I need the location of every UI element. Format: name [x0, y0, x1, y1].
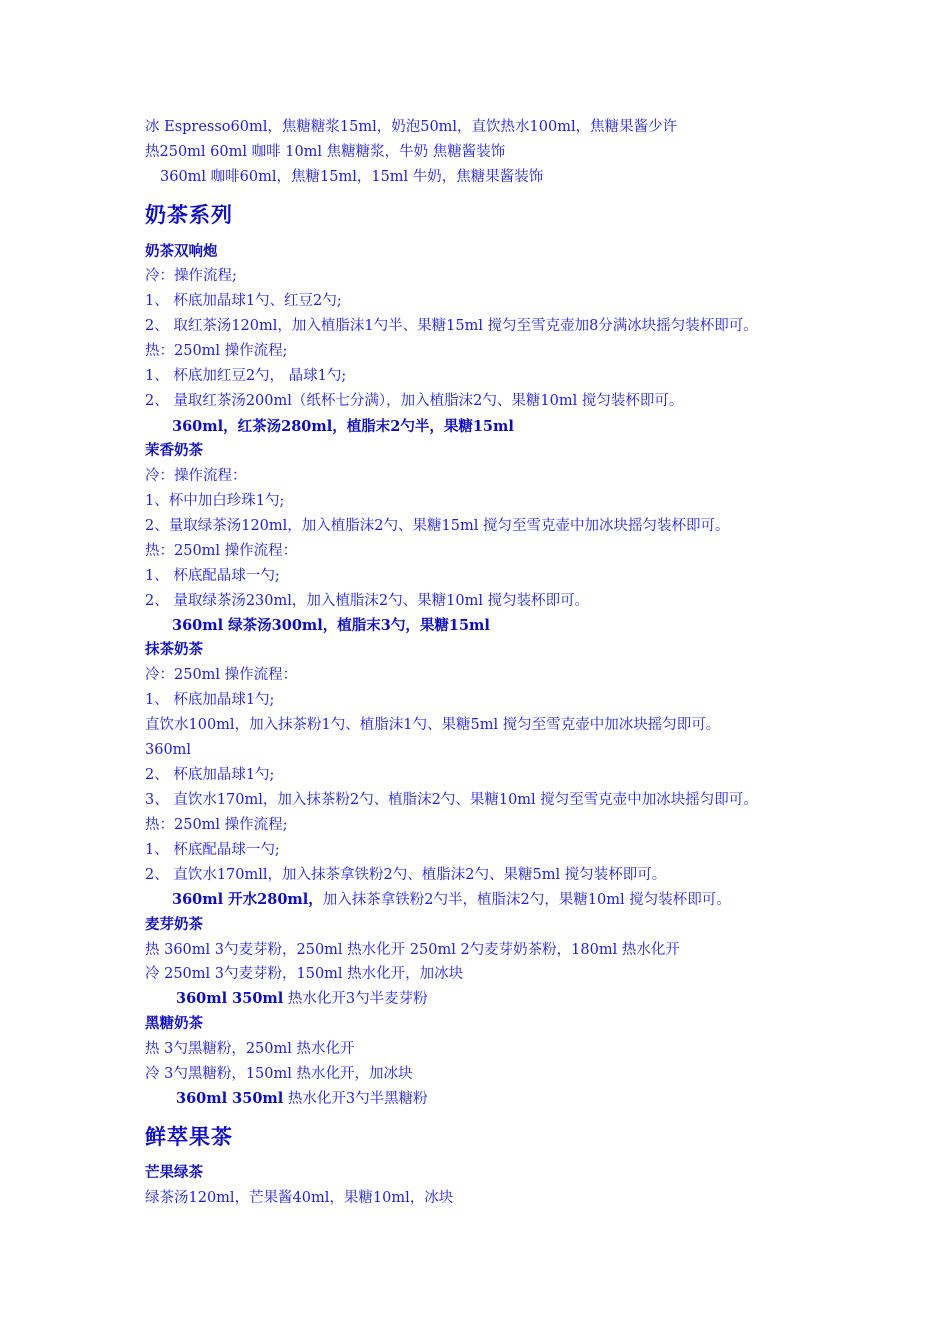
- text-line: 热：250ml 操作流程：: [145, 543, 298, 559]
- text-line: 冷：250ml 操作流程：: [145, 667, 298, 683]
- text-line: 绿茶汤120ml，芒果酱40ml，果糖10ml，冰块: [145, 1190, 454, 1206]
- text-line: 热 360ml 3勺麦芽粉，250ml 热水化开 250ml 2勺麦芽奶茶粉，180ml 热水化开: [145, 942, 680, 958]
- text-line: 1、 杯底配晶球一勺;: [145, 842, 280, 858]
- text-line: 直饮水100ml，加入抹茶粉1勺、植脂沫1勺、果糖5ml 搅匀至雪克壶中加冰块摇匀即可。: [145, 717, 721, 733]
- subsection-heading: 麦芽奶茶: [145, 916, 203, 933]
- text-line: 冷 3勺黑糖粉，150ml 热水化开，加冰块: [145, 1066, 413, 1082]
- text-line: 热：250ml 操作流程;: [145, 343, 288, 359]
- summary-line: [176, 989, 428, 1009]
- text-line: 2、 量取绿茶汤230ml，加入植脂沫2勺、果糖10ml 搅匀装杯即可。: [145, 593, 590, 609]
- text-line: 热 3勺黑糖粉，250ml 热水化开: [145, 1041, 355, 1057]
- text-line: 2、 取红茶汤120ml，加入植脂沫1勺半、果糖15ml 搅匀至雪克壶加8分满冰块摇匀装杯即可。: [145, 318, 758, 334]
- summary-line: [176, 1089, 428, 1109]
- summary-bold: 360ml 开水280ml，: [172, 891, 323, 908]
- text-line: 360ml: [145, 742, 192, 758]
- subsection-heading: 抹茶奶茶: [145, 641, 203, 658]
- text-line: 冷：操作流程：: [145, 468, 247, 484]
- text-line: 冷：操作流程;: [145, 268, 237, 284]
- subsection-heading: 芒果绿茶: [145, 1164, 203, 1181]
- summary-bold: 360ml 350ml: [176, 990, 284, 1007]
- text-line: 冷 250ml 3勺麦芽粉，150ml 热水化开，加冰块: [145, 966, 464, 982]
- text-line: 2、量取绿茶汤120ml，加入植脂沫2勺、果糖15ml 搅匀至雪克壶中加冰块摇匀装杯即可。: [145, 518, 730, 534]
- text-line: 1、杯中加白珍珠1勺;: [145, 493, 285, 509]
- text-line: 2、 量取红茶汤200ml（纸杯七分满），加入植脂沫2勺、果糖10ml 搅匀装杯即可。: [145, 393, 684, 409]
- subsection-heading: 奶茶双响炮: [145, 243, 218, 260]
- subsection-heading: 茉香奶茶: [145, 442, 203, 459]
- section-heading: 鲜萃果茶: [145, 1124, 233, 1149]
- text-line: 3、 直饮水170ml，加入抹茶粉2勺、植脂沫2勺、果糖10ml 搅匀至雪克壶中加冰块摇匀即可。: [145, 792, 758, 808]
- summary-bold: 360ml 350ml: [176, 1090, 284, 1107]
- summary-line: [172, 890, 731, 910]
- section-heading: 奶茶系列: [145, 202, 233, 227]
- text-line: 2、 杯底加晶球1勺;: [145, 767, 275, 783]
- text-line: 热：250ml 操作流程;: [145, 817, 288, 833]
- text-line: 1、 杯底加晶球1勺、红豆2勺;: [145, 293, 342, 309]
- text-line: 1、 杯底加晶球1勺;: [145, 692, 275, 708]
- text-line: 1、 杯底加红豆2勺， 晶球1勺;: [145, 368, 347, 384]
- text-line: 1、 杯底配晶球一勺;: [145, 568, 280, 584]
- summary-rest: 热水化开3勺半黑糖粉: [283, 1091, 428, 1107]
- summary-rest: 加入抹茶拿铁粉2勺半，植脂沫2勺，果糖10ml 搅匀装杯即可。: [322, 892, 731, 908]
- summary-line: 360ml 绿茶汤300ml，植脂末3勺，果糖15ml: [172, 617, 490, 634]
- subsection-heading: 黑糖奶茶: [145, 1015, 203, 1032]
- text-line: 360ml 咖啡60ml，焦糖15ml，15ml 牛奶，焦糖果酱装饰: [160, 169, 544, 185]
- summary-rest: 热水化开3勺半麦芽粉: [283, 991, 428, 1007]
- text-line: 冰 Espresso60ml，焦糖糖浆15ml，奶泡50ml，直饮热水100ml，焦糖果酱少许: [145, 119, 678, 135]
- text-line: 热250ml 60ml 咖啡 10ml 焦糖糖浆，牛奶 焦糖酱装饰: [145, 144, 506, 160]
- summary-line: 360ml，红茶汤280ml，植脂末2勺半，果糖15ml: [172, 418, 514, 435]
- text-line: 2、 直饮水170mll，加入抹茶拿铁粉2勺、植脂沫2勺、果糖5ml 搅匀装杯即可。: [145, 867, 667, 883]
